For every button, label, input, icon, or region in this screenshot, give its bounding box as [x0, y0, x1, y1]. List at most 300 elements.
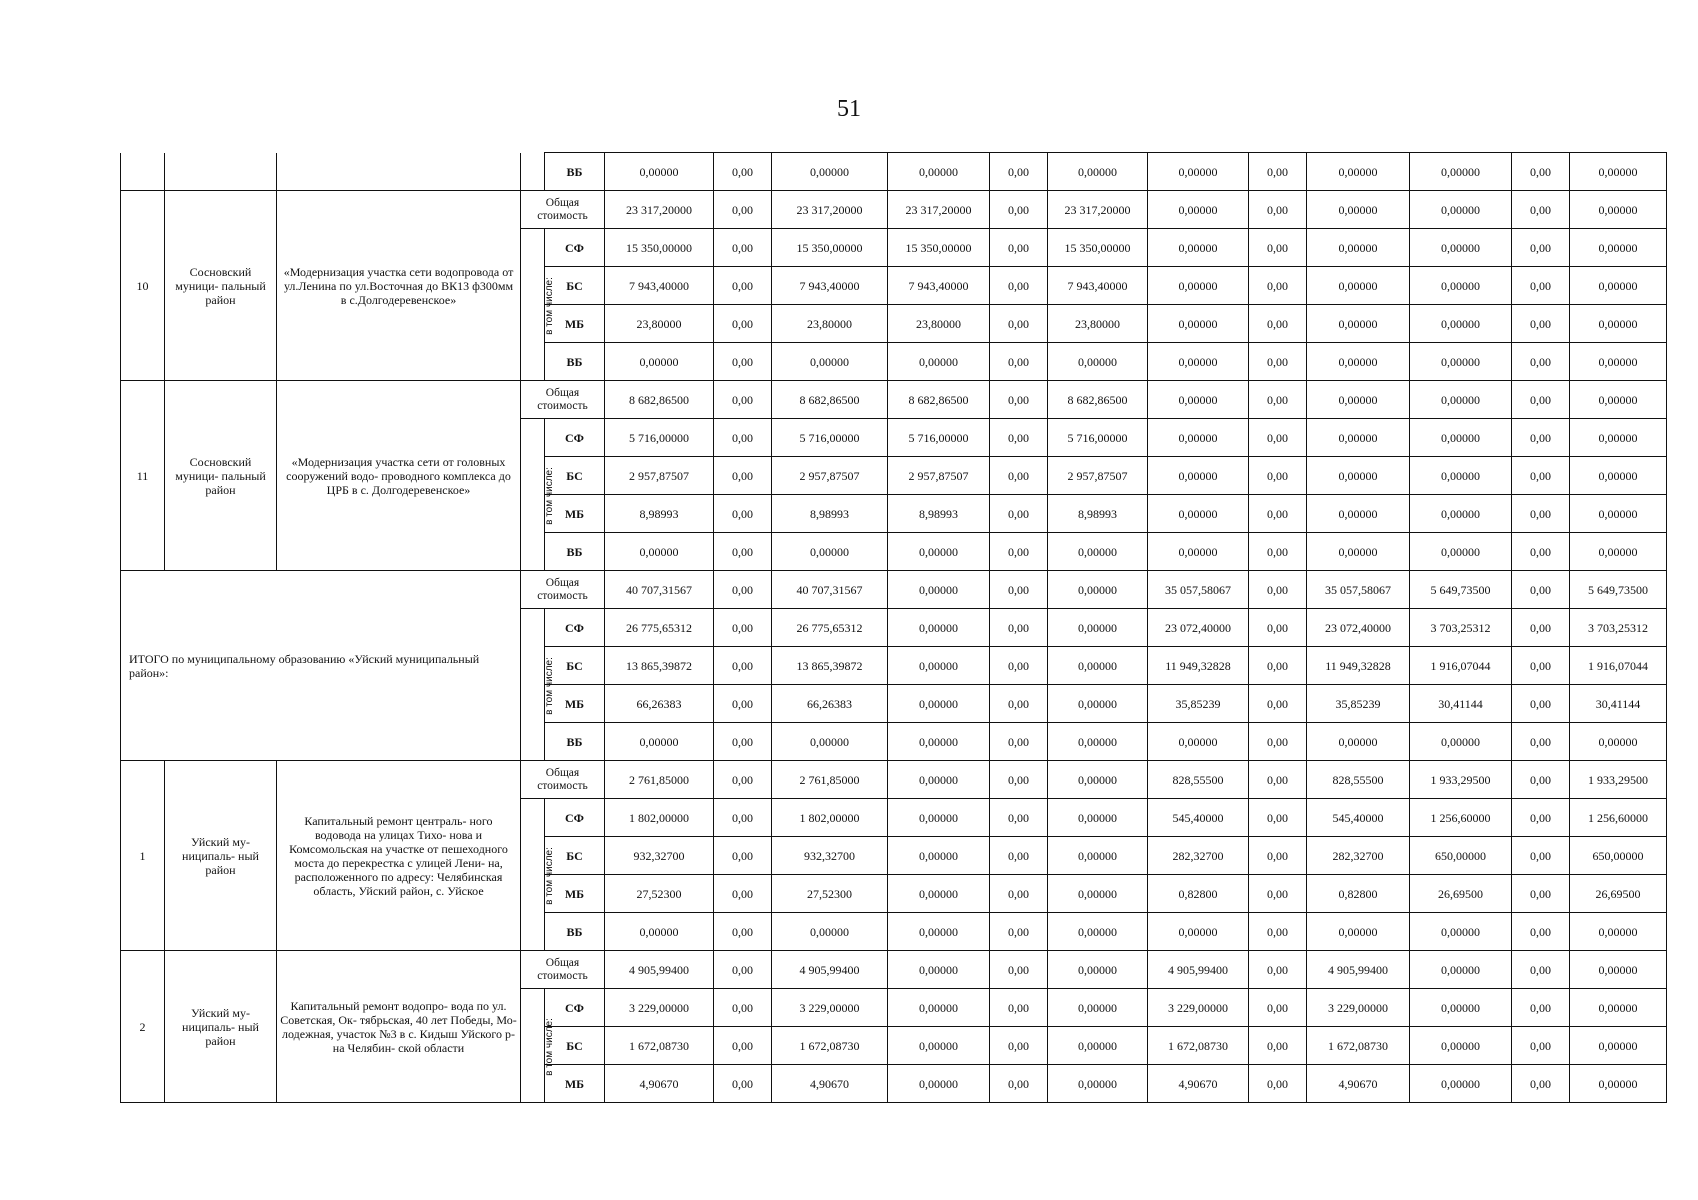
- project-name: «Модернизация участка сети от головных сооружений водо- проводного комплекса до ЦРБ в с. Долгодеревенское»: [277, 381, 521, 571]
- value-cell: 23 072,40000: [1148, 609, 1249, 647]
- value-cell: 0,00: [1512, 989, 1570, 1027]
- value-cell: 0,00: [990, 609, 1048, 647]
- value-cell: 3 703,25312: [1410, 609, 1512, 647]
- fund-cell: БС: [545, 1027, 605, 1065]
- value-cell: 35,85239: [1307, 685, 1410, 723]
- value-cell: 0,00: [1249, 989, 1307, 1027]
- value-cell: 15 350,00000: [1048, 229, 1148, 267]
- value-cell: 0,00000: [772, 723, 888, 761]
- value-cell: 0,00: [1512, 419, 1570, 457]
- value-cell: 0,00: [714, 989, 772, 1027]
- total-label: ИТОГО по муниципальному образованию «Уйский муниципальный район»:: [121, 571, 521, 761]
- including-label: [521, 799, 555, 951]
- value-cell: 0,00000: [1048, 533, 1148, 571]
- value-cell: 8 682,86500: [1048, 381, 1148, 419]
- value-cell: 0,00: [1512, 381, 1570, 419]
- value-cell: 5 649,73500: [1570, 571, 1667, 609]
- value-cell: 0,00000: [1148, 495, 1249, 533]
- value-cell: 0,00000: [1148, 913, 1249, 951]
- value-cell: 1 802,00000: [605, 799, 714, 837]
- value-cell: 23,80000: [888, 305, 990, 343]
- value-cell: 0,00000: [1048, 799, 1148, 837]
- value-cell: 932,32700: [605, 837, 714, 875]
- value-cell: 5 649,73500: [1410, 571, 1512, 609]
- value-cell: 0,00000: [1048, 723, 1148, 761]
- value-cell: 0,00000: [888, 685, 990, 723]
- value-cell: 2 957,87507: [1048, 457, 1148, 495]
- value-cell: 35 057,58067: [1148, 571, 1249, 609]
- value-cell: 0,00: [990, 305, 1048, 343]
- value-cell: 0,00: [1512, 229, 1570, 267]
- value-cell: 1 672,08730: [1307, 1027, 1410, 1065]
- value-cell: 0,00000: [1307, 381, 1410, 419]
- fund-cell: СФ: [545, 229, 605, 267]
- value-cell: 0,00000: [1048, 951, 1148, 989]
- value-cell: 1 672,08730: [772, 1027, 888, 1065]
- district-name: Уйский му- ниципаль- ный район: [165, 761, 277, 951]
- value-cell: 8,98993: [772, 495, 888, 533]
- value-cell: 0,00000: [888, 951, 990, 989]
- value-cell: 8 682,86500: [605, 381, 714, 419]
- value-cell: 0,00000: [1307, 723, 1410, 761]
- value-cell: 0,00: [990, 799, 1048, 837]
- district-cell: [165, 153, 277, 191]
- fund-cell: БС: [545, 647, 605, 685]
- page-number: 51: [837, 96, 861, 122]
- value-cell: 0,00000: [1410, 305, 1512, 343]
- value-cell: 0,00000: [1410, 913, 1512, 951]
- value-cell: 0,00000: [1307, 153, 1410, 191]
- value-cell: 0,00: [990, 343, 1048, 381]
- value-cell: 0,00000: [1570, 191, 1667, 229]
- value-cell: 0,00: [714, 913, 772, 951]
- value-cell: 0,00000: [1048, 1065, 1148, 1103]
- value-cell: 0,00000: [1410, 1027, 1512, 1065]
- value-cell: 0,00000: [888, 647, 990, 685]
- value-cell: 0,00000: [1570, 1027, 1667, 1065]
- value-cell: 0,00000: [888, 533, 990, 571]
- value-cell: 0,00: [1249, 723, 1307, 761]
- value-cell: 0,00: [714, 951, 772, 989]
- value-cell: 0,00000: [1048, 989, 1148, 1027]
- value-cell: 0,00: [1512, 1065, 1570, 1103]
- value-cell: 0,00: [990, 533, 1048, 571]
- value-cell: 828,55500: [1307, 761, 1410, 799]
- value-cell: 0,00000: [888, 153, 990, 191]
- value-cell: 0,00: [990, 647, 1048, 685]
- value-cell: 7 943,40000: [772, 267, 888, 305]
- value-cell: 0,00000: [1410, 153, 1512, 191]
- value-cell: 0,00000: [1048, 647, 1148, 685]
- value-cell: 0,00: [714, 685, 772, 723]
- value-cell: 0,00000: [1570, 989, 1667, 1027]
- value-cell: 0,00000: [1148, 191, 1249, 229]
- value-cell: 545,40000: [1148, 799, 1249, 837]
- value-cell: 0,00000: [605, 723, 714, 761]
- value-cell: 27,52300: [772, 875, 888, 913]
- value-cell: 0,00: [1512, 1027, 1570, 1065]
- value-cell: 0,00: [1512, 457, 1570, 495]
- fund-cell: МБ: [545, 685, 605, 723]
- value-cell: 0,00000: [1570, 305, 1667, 343]
- value-cell: 8,98993: [605, 495, 714, 533]
- including-label: [521, 609, 555, 761]
- value-cell: 11 949,32828: [1148, 647, 1249, 685]
- district-name: Сосновский муници- пальный район: [165, 381, 277, 571]
- value-cell: 1 672,08730: [605, 1027, 714, 1065]
- including-text: в том числе:: [543, 466, 555, 525]
- value-cell: 3 229,00000: [772, 989, 888, 1027]
- value-cell: 0,00: [714, 609, 772, 647]
- value-cell: 0,00: [1249, 837, 1307, 875]
- value-cell: 0,00000: [1307, 495, 1410, 533]
- value-cell: 0,00: [990, 267, 1048, 305]
- value-cell: 0,00: [1249, 799, 1307, 837]
- value-cell: 0,00000: [1410, 723, 1512, 761]
- value-cell: 932,32700: [772, 837, 888, 875]
- fund-cell: МБ: [545, 495, 605, 533]
- including-text: в том числе:: [543, 276, 555, 335]
- value-cell: 40 707,31567: [772, 571, 888, 609]
- value-cell: 0,00: [1512, 647, 1570, 685]
- value-cell: 0,00000: [772, 913, 888, 951]
- value-cell: 0,00: [990, 419, 1048, 457]
- value-cell: 0,00000: [1570, 495, 1667, 533]
- including-text: в том числе:: [543, 1017, 555, 1076]
- value-cell: 1 933,29500: [1570, 761, 1667, 799]
- including-label: [521, 419, 555, 571]
- value-cell: 0,00000: [605, 153, 714, 191]
- value-cell: 23 072,40000: [1307, 609, 1410, 647]
- value-cell: 0,00: [1512, 533, 1570, 571]
- value-cell: 2 957,87507: [605, 457, 714, 495]
- value-cell: 0,00: [714, 305, 772, 343]
- value-cell: 1 672,08730: [1148, 1027, 1249, 1065]
- value-cell: 0,00: [714, 571, 772, 609]
- value-cell: 0,00000: [1048, 875, 1148, 913]
- value-cell: 1 916,07044: [1410, 647, 1512, 685]
- num-cell: [121, 153, 165, 191]
- value-cell: 0,00000: [1148, 267, 1249, 305]
- value-cell: 0,00: [1512, 191, 1570, 229]
- value-cell: 0,00000: [1570, 951, 1667, 989]
- value-cell: 0,00: [1249, 533, 1307, 571]
- value-cell: 1 256,60000: [1410, 799, 1512, 837]
- value-cell: 0,00: [990, 1065, 1048, 1103]
- value-cell: 0,00000: [1570, 533, 1667, 571]
- value-cell: 0,00: [714, 533, 772, 571]
- value-cell: 0,00: [714, 875, 772, 913]
- value-cell: 0,00: [1512, 761, 1570, 799]
- value-cell: 0,00000: [1148, 229, 1249, 267]
- value-cell: 0,00000: [888, 343, 990, 381]
- value-cell: 23,80000: [772, 305, 888, 343]
- value-cell: 0,00: [990, 229, 1048, 267]
- value-cell: 4,90670: [1148, 1065, 1249, 1103]
- value-cell: 0,00: [990, 191, 1048, 229]
- value-cell: 0,00: [714, 191, 772, 229]
- project-cell: [277, 153, 521, 191]
- fund-cell: МБ: [545, 875, 605, 913]
- value-cell: 0,00000: [1307, 229, 1410, 267]
- value-cell: 4 905,99400: [772, 951, 888, 989]
- value-cell: 0,00: [1249, 419, 1307, 457]
- value-cell: 0,00000: [888, 571, 990, 609]
- value-cell: 0,00: [1249, 153, 1307, 191]
- project-name: «Модернизация участка сети водопровода от ул.Ленина по ул.Восточная до ВК13 ф300мм в с.Долгодеревенское»: [277, 191, 521, 381]
- value-cell: 23,80000: [605, 305, 714, 343]
- value-cell: 8 682,86500: [888, 381, 990, 419]
- value-cell: 0,00: [1249, 229, 1307, 267]
- value-cell: 0,00000: [1410, 343, 1512, 381]
- value-cell: 0,00000: [888, 837, 990, 875]
- value-cell: 0,00: [1512, 875, 1570, 913]
- value-cell: 0,00: [1512, 951, 1570, 989]
- value-cell: 0,00: [1249, 495, 1307, 533]
- value-cell: 3 229,00000: [1307, 989, 1410, 1027]
- value-cell: 8,98993: [888, 495, 990, 533]
- value-cell: 23 317,20000: [888, 191, 990, 229]
- value-cell: 0,00000: [1570, 419, 1667, 457]
- value-cell: 1 933,29500: [1410, 761, 1512, 799]
- value-cell: 0,00000: [1307, 913, 1410, 951]
- value-cell: 5 716,00000: [1048, 419, 1148, 457]
- value-cell: 0,00000: [1048, 913, 1148, 951]
- value-cell: 1 916,07044: [1570, 647, 1667, 685]
- value-cell: 0,00: [1249, 951, 1307, 989]
- value-cell: 13 865,39872: [605, 647, 714, 685]
- value-cell: 23,80000: [1048, 305, 1148, 343]
- value-cell: 2 761,85000: [772, 761, 888, 799]
- value-cell: 650,00000: [1570, 837, 1667, 875]
- value-cell: 2 957,87507: [888, 457, 990, 495]
- value-cell: 0,00: [990, 153, 1048, 191]
- value-cell: 0,00000: [1410, 381, 1512, 419]
- value-cell: 66,26383: [605, 685, 714, 723]
- value-cell: 0,00: [1249, 191, 1307, 229]
- value-cell: 35 057,58067: [1307, 571, 1410, 609]
- value-cell: 0,00000: [1570, 267, 1667, 305]
- value-cell: 4 905,99400: [1148, 951, 1249, 989]
- project-name: Капитальный ремонт водопро- вода по ул. Советская, Ок- тябрьская, 40 лет Победы, Мо- лодежная, участок №3 в с. Кидыш Уйского р-на Челябин- ской области: [277, 951, 521, 1103]
- value-cell: 3 229,00000: [605, 989, 714, 1027]
- value-cell: 0,00000: [1148, 419, 1249, 457]
- total-cost-label: Общая стоимость: [521, 951, 605, 989]
- value-cell: 0,00: [990, 571, 1048, 609]
- value-cell: 0,00000: [1410, 495, 1512, 533]
- value-cell: 0,00: [1249, 875, 1307, 913]
- value-cell: 40 707,31567: [605, 571, 714, 609]
- table-row: [121, 951, 1667, 989]
- value-cell: 5 716,00000: [888, 419, 990, 457]
- row-number: 11: [121, 381, 165, 571]
- value-cell: 0,00000: [888, 875, 990, 913]
- budget-table: [120, 152, 1667, 1103]
- value-cell: 0,00000: [888, 761, 990, 799]
- value-cell: 0,00000: [888, 989, 990, 1027]
- value-cell: 2 957,87507: [772, 457, 888, 495]
- value-cell: 0,00000: [1570, 229, 1667, 267]
- value-cell: 0,00000: [888, 913, 990, 951]
- value-cell: 0,00: [714, 457, 772, 495]
- total-cost-label: Общая стоимость: [521, 761, 605, 799]
- fund-cell: СФ: [545, 609, 605, 647]
- value-cell: 0,00000: [1410, 191, 1512, 229]
- value-cell: 0,00000: [1307, 267, 1410, 305]
- fund-cell: БС: [545, 457, 605, 495]
- value-cell: 0,00: [990, 875, 1048, 913]
- row-number: 10: [121, 191, 165, 381]
- value-cell: 828,55500: [1148, 761, 1249, 799]
- value-cell: 13 865,39872: [772, 647, 888, 685]
- value-cell: 0,00000: [1148, 343, 1249, 381]
- value-cell: 0,00000: [1048, 343, 1148, 381]
- value-cell: 0,00000: [1048, 685, 1148, 723]
- value-cell: 0,00000: [1307, 419, 1410, 457]
- value-cell: 0,00: [714, 495, 772, 533]
- value-cell: 282,32700: [1148, 837, 1249, 875]
- value-cell: 0,00000: [1148, 457, 1249, 495]
- value-cell: 0,00000: [1570, 1065, 1667, 1103]
- value-cell: 35,85239: [1148, 685, 1249, 723]
- value-cell: 0,00000: [1410, 229, 1512, 267]
- value-cell: 4,90670: [605, 1065, 714, 1103]
- value-cell: 0,00000: [1410, 533, 1512, 571]
- value-cell: 23 317,20000: [605, 191, 714, 229]
- value-cell: 0,00: [714, 837, 772, 875]
- value-cell: 0,00: [1512, 913, 1570, 951]
- value-cell: 0,82800: [1307, 875, 1410, 913]
- value-cell: 0,00000: [1307, 191, 1410, 229]
- value-cell: 0,00: [1512, 153, 1570, 191]
- value-cell: 0,00000: [1570, 913, 1667, 951]
- fund-cell: ВБ: [545, 913, 605, 951]
- value-cell: 0,00: [714, 799, 772, 837]
- value-cell: 0,00: [1249, 1027, 1307, 1065]
- value-cell: 0,00: [990, 951, 1048, 989]
- value-cell: 0,00000: [888, 799, 990, 837]
- total-cost-label: Общая стоимость: [521, 381, 605, 419]
- value-cell: 3 703,25312: [1570, 609, 1667, 647]
- value-cell: 0,82800: [1148, 875, 1249, 913]
- row-number: 2: [121, 951, 165, 1103]
- value-cell: 3 229,00000: [1148, 989, 1249, 1027]
- value-cell: 4,90670: [1307, 1065, 1410, 1103]
- value-cell: 0,00: [990, 837, 1048, 875]
- value-cell: 0,00: [1512, 495, 1570, 533]
- table-row: [121, 191, 1667, 229]
- value-cell: 0,00000: [1570, 153, 1667, 191]
- value-cell: 1 802,00000: [772, 799, 888, 837]
- value-cell: 0,00: [714, 1027, 772, 1065]
- district-name: Уйский му- ниципаль- ный район: [165, 951, 277, 1103]
- value-cell: 0,00: [990, 1027, 1048, 1065]
- value-cell: 0,00: [1512, 305, 1570, 343]
- value-cell: 0,00: [1249, 1065, 1307, 1103]
- district-name: Сосновский муници- пальный район: [165, 191, 277, 381]
- value-cell: 0,00: [714, 267, 772, 305]
- value-cell: 0,00: [1512, 609, 1570, 647]
- fund-cell: СФ: [545, 419, 605, 457]
- value-cell: 0,00: [1249, 381, 1307, 419]
- value-cell: 0,00000: [1307, 305, 1410, 343]
- fund-cell: БС: [545, 837, 605, 875]
- value-cell: 2 761,85000: [605, 761, 714, 799]
- value-cell: 0,00000: [1570, 457, 1667, 495]
- value-cell: 0,00: [1512, 343, 1570, 381]
- including-text: в том числе:: [543, 846, 555, 905]
- value-cell: 0,00: [1512, 685, 1570, 723]
- value-cell: 0,00000: [1048, 837, 1148, 875]
- value-cell: 0,00: [714, 723, 772, 761]
- row-number: 1: [121, 761, 165, 951]
- value-cell: 0,00: [714, 419, 772, 457]
- project-name: Капитальный ремонт централь- ного водовода на улицах Тихо- нова и Комсомольская на участке от пешеходного моста до перекрестка с улицей Лени- на, расположенного по адресу: Челябинская область, Уйский район, с. Уйское: [277, 761, 521, 951]
- value-cell: 0,00: [1249, 913, 1307, 951]
- value-cell: 15 350,00000: [888, 229, 990, 267]
- value-cell: 0,00: [1249, 685, 1307, 723]
- value-cell: 0,00000: [1048, 571, 1148, 609]
- fund-cell: ВБ: [545, 343, 605, 381]
- value-cell: 7 943,40000: [1048, 267, 1148, 305]
- fund-cell: ВБ: [545, 533, 605, 571]
- value-cell: 0,00: [1249, 609, 1307, 647]
- value-cell: 0,00000: [772, 343, 888, 381]
- value-cell: 0,00: [1249, 457, 1307, 495]
- value-cell: 0,00000: [1048, 153, 1148, 191]
- value-cell: 5 716,00000: [605, 419, 714, 457]
- value-cell: 4 905,99400: [1307, 951, 1410, 989]
- value-cell: 0,00000: [605, 343, 714, 381]
- value-cell: 545,40000: [1307, 799, 1410, 837]
- value-cell: 0,00: [990, 685, 1048, 723]
- value-cell: 0,00: [1249, 761, 1307, 799]
- value-cell: 4 905,99400: [605, 951, 714, 989]
- including-cell: [521, 153, 545, 191]
- value-cell: 11 949,32828: [1307, 647, 1410, 685]
- fund-cell: ВБ: [545, 723, 605, 761]
- value-cell: 4,90670: [772, 1065, 888, 1103]
- total-cost-label: Общая стоимость: [521, 571, 605, 609]
- fund-cell: СФ: [545, 799, 605, 837]
- value-cell: 0,00000: [1307, 533, 1410, 571]
- fund-cell: СФ: [545, 989, 605, 1027]
- value-cell: 30,41144: [1570, 685, 1667, 723]
- value-cell: 0,00000: [1148, 723, 1249, 761]
- value-cell: 7 943,40000: [605, 267, 714, 305]
- value-cell: 0,00: [714, 381, 772, 419]
- value-cell: 15 350,00000: [605, 229, 714, 267]
- value-cell: 0,00: [1512, 837, 1570, 875]
- table-row: [121, 571, 1667, 609]
- value-cell: 23 317,20000: [772, 191, 888, 229]
- value-cell: 0,00000: [1048, 1027, 1148, 1065]
- value-cell: 0,00000: [1410, 951, 1512, 989]
- value-cell: 0,00000: [1410, 267, 1512, 305]
- including-label: [521, 989, 555, 1103]
- value-cell: 0,00: [1249, 647, 1307, 685]
- value-cell: 0,00: [1249, 343, 1307, 381]
- value-cell: 0,00000: [1148, 153, 1249, 191]
- fund-cell: БС: [545, 267, 605, 305]
- table-row: [121, 761, 1667, 799]
- value-cell: 0,00: [1512, 799, 1570, 837]
- fund-cell: ВБ: [545, 153, 605, 191]
- value-cell: 15 350,00000: [772, 229, 888, 267]
- value-cell: 0,00000: [1048, 761, 1148, 799]
- including-label: [521, 229, 555, 381]
- value-cell: 8 682,86500: [772, 381, 888, 419]
